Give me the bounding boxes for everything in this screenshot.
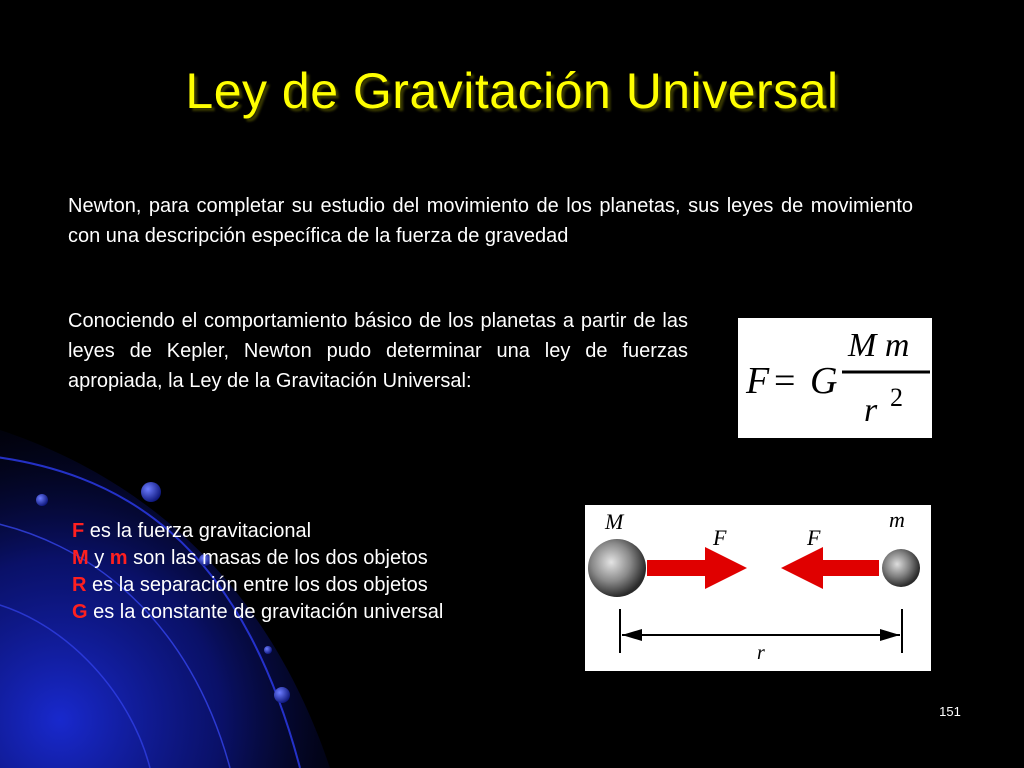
label-distance: r [757, 642, 765, 664]
legend-text: es la separación entre los dos objetos [86, 574, 428, 596]
legend-item [72, 599, 572, 626]
legend-symbol: G [72, 601, 88, 623]
legend-symbol: m [109, 547, 128, 569]
force-arrow-left [781, 547, 879, 589]
gravitation-formula [738, 318, 932, 438]
page-number: 151 [939, 704, 961, 719]
legend-item [72, 572, 572, 599]
legend-symbol: F [72, 520, 85, 542]
decor-dot [264, 646, 272, 654]
legend-symbol: M [72, 547, 89, 569]
formula-exponent: 2 [890, 383, 903, 412]
decor-dot [274, 687, 290, 703]
formula-denominator: r [864, 392, 878, 429]
legend-text: es la constante de gravitación universal [87, 601, 444, 623]
large-mass-sphere [588, 539, 646, 597]
decor-dot [36, 494, 48, 506]
intro-paragraph: Newton, para completar su estudio del movimiento de los planetas, sus leyes de movimiento con una descripción específica de la fuerza de gravedad [68, 195, 913, 247]
slide-title: Ley de Gravitación Universal [185, 63, 839, 119]
label-force-left: F [713, 525, 727, 550]
formula-lhs: F [746, 360, 770, 402]
label-mass-small: m [889, 507, 905, 532]
formula-numerator: M m [848, 327, 910, 364]
legend-text: son las masas de los dos objetos [127, 547, 428, 569]
legend-item [72, 545, 572, 572]
formula-equals: = [774, 360, 796, 402]
formula-graphic [738, 318, 932, 438]
formula-constant: G [810, 360, 838, 402]
diagram-graphic [585, 505, 931, 671]
legend-text: es la fuerza gravitacional [84, 520, 312, 542]
decor-dot [141, 482, 161, 502]
force-arrow-right [647, 547, 747, 589]
distance-arrowhead-left [622, 629, 642, 641]
legend-item [72, 518, 572, 545]
label-mass-large: M [605, 509, 624, 534]
symbol-legend [72, 518, 572, 626]
two-masses-diagram [585, 505, 931, 671]
legend-connector: y [88, 547, 110, 569]
kepler-paragraph: Conociendo el comportamiento básico de los planetas a partir de las leyes de Kepler, Newton pudo determinar una ley de fuerzas apropiada, la Ley de la Gravitación Universal: [68, 310, 688, 392]
distance-arrowhead-right [880, 629, 900, 641]
small-mass-sphere [882, 549, 920, 587]
label-force-right: F [807, 525, 821, 550]
legend-symbol: R [72, 574, 87, 596]
